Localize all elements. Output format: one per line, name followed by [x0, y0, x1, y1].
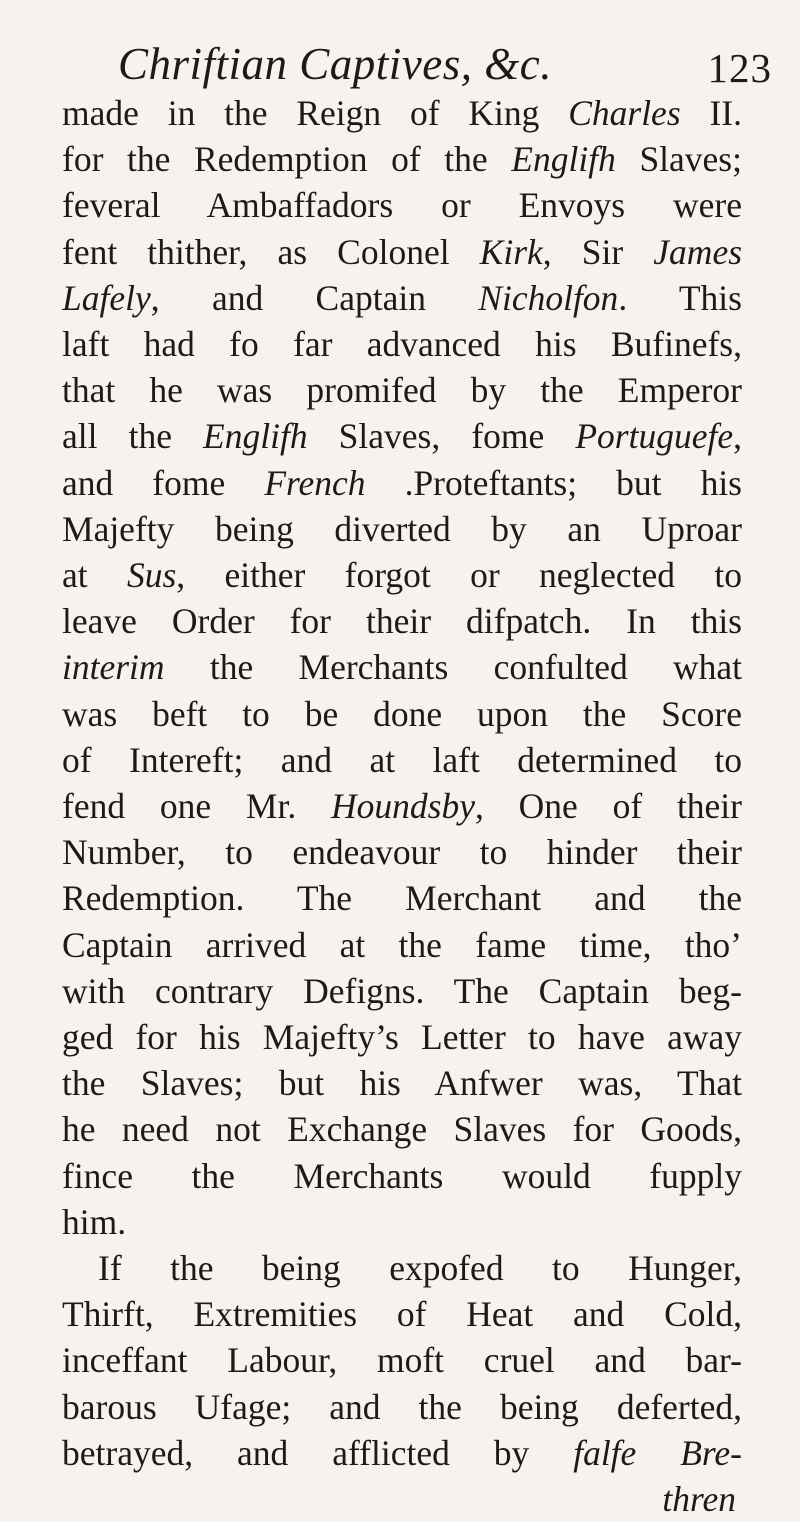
italic-text: Englifh	[203, 416, 308, 457]
text-segment: inceffant Labour, moft cruel and bar-	[62, 1340, 742, 1381]
text-segment: Majefty being diverted by an Uproar	[62, 508, 742, 549]
catchword	[62, 1476, 742, 1522]
text-segment: ,	[733, 416, 742, 457]
text-line	[62, 552, 742, 598]
text-segment: of Intereft; and at laft determined to	[62, 739, 742, 780]
text-segment: Redemption. The Merchant and the	[62, 878, 742, 919]
italic-text: James	[653, 231, 743, 272]
text-segment: barous Ufage; and the being deferted,	[62, 1386, 742, 1427]
text-line	[62, 1337, 742, 1383]
italic-text: Portuguefe	[575, 416, 734, 457]
text-line	[62, 922, 742, 968]
text-line	[62, 1014, 742, 1060]
text-line	[62, 1245, 742, 1291]
text-segment: , and Captain	[150, 277, 479, 318]
text-line	[62, 367, 742, 413]
body-text	[62, 90, 742, 1522]
text-line	[62, 968, 742, 1014]
text-line	[62, 598, 742, 644]
text-line	[62, 1060, 742, 1106]
text-line	[62, 229, 742, 275]
text-line	[62, 1430, 742, 1476]
text-segment: him.	[62, 1201, 127, 1242]
italic-text: Nicholfon	[478, 277, 619, 318]
text-segment: and fome	[62, 462, 265, 503]
text-segment: for the Redemption of the	[62, 139, 512, 180]
text-segment: the Slaves; but his Anfwer was, That	[62, 1063, 742, 1104]
text-segment: , either forgot or neglected to	[176, 555, 742, 596]
text-line	[62, 829, 742, 875]
text-segment: Slaves;	[615, 139, 742, 180]
text-segment: at	[62, 555, 127, 596]
text-segment: that he was promifed by the Emperor	[62, 370, 742, 411]
italic-text: Lafely	[62, 277, 151, 318]
text-segment: fent thither, as Colonel	[62, 231, 480, 272]
text-segment: If the being expofed to Hunger,	[98, 1248, 742, 1289]
text-line	[62, 275, 742, 321]
text-line	[62, 644, 742, 690]
italic-text: Houndsby	[331, 786, 475, 827]
text-line	[62, 136, 742, 182]
text-line	[62, 460, 742, 506]
page-header	[112, 38, 772, 98]
italic-text: Kirk	[479, 231, 543, 272]
text-line	[62, 737, 742, 783]
text-segment: , Sir	[542, 231, 654, 272]
italic-text: falfe Bre-	[573, 1432, 742, 1473]
text-segment: Captain arrived at the fame time, tho’	[62, 924, 742, 965]
italic-text: interim	[62, 647, 165, 688]
running-head: Chriftian Captives, &c.	[118, 39, 552, 89]
text-line	[62, 691, 742, 737]
text-line	[62, 182, 742, 228]
text-line	[62, 875, 742, 921]
text-segment: .Proteftants; but his	[365, 462, 742, 503]
text-segment: thren	[662, 1479, 736, 1520]
text-segment: Slaves, fome	[307, 416, 576, 457]
italic-text: Englifh	[511, 139, 616, 180]
text-segment: laft had fo far advanced his Bufinefs,	[62, 324, 742, 365]
italic-text: Charles	[568, 93, 681, 133]
text-segment: II.	[680, 93, 742, 133]
text-segment: Thirft, Extremities of Heat and Cold,	[62, 1294, 742, 1335]
text-segment: Number, to endeavour to hinder their	[62, 832, 742, 873]
text-line	[62, 1106, 742, 1152]
text-segment: fince the Merchants would fupply	[62, 1155, 742, 1196]
text-segment: feveral Ambaffadors or Envoys were	[62, 185, 742, 226]
text-line	[62, 321, 742, 367]
italic-text: Sus	[126, 555, 177, 596]
text-line	[62, 1291, 742, 1337]
text-segment: he need not Exchange Slaves for Goods,	[62, 1109, 742, 1150]
text-line	[62, 506, 742, 552]
text-segment: with contrary Defigns. The Captain beg-	[62, 970, 742, 1011]
text-line	[62, 1384, 742, 1430]
text-segment: betrayed, and afflicted by	[62, 1432, 574, 1473]
text-line	[62, 1153, 742, 1199]
text-segment: fend one Mr.	[62, 786, 332, 827]
text-segment: all the	[62, 416, 204, 457]
page-number: 123	[707, 45, 772, 91]
text-segment: leave Order for their difpatch. In this	[62, 601, 742, 642]
text-line	[62, 1199, 742, 1245]
italic-text: French	[264, 462, 366, 503]
text-segment: the Merchants confulted what	[164, 647, 742, 688]
text-line	[62, 90, 742, 136]
text-segment: . This	[618, 277, 742, 318]
text-segment: made in the Reign of King	[62, 93, 569, 133]
text-segment: was beft to be done upon the Score	[62, 693, 742, 734]
text-line	[62, 413, 742, 459]
text-segment: , One of their	[474, 786, 742, 827]
text-line	[62, 783, 742, 829]
text-segment: ged for his Majefty’s Letter to have away	[62, 1017, 742, 1058]
